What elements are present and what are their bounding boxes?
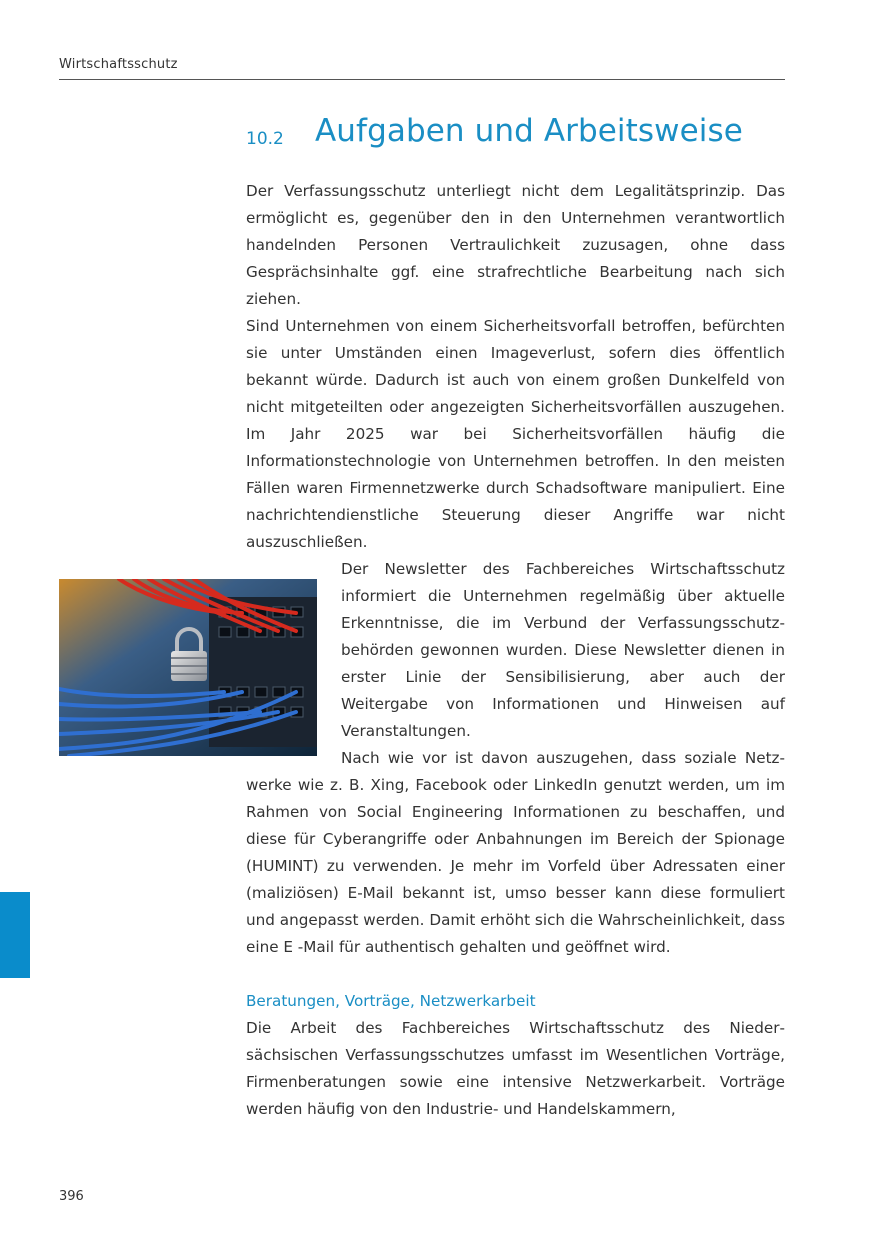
paragraph: Nach wie vor ist davon auszugehen, dass soziale Netzwerke wie z. B. Xing, Facebook oder LinkedIn genutzt werden, um im Rahmen von Social Engineering Informationen zu beschaffen, und diese für Cyberangriffe oder Anbahnungen im Bereich der Spionage (HUMINT) zu verwenden. Je mehr im Vorfeld über Adressaten einer (maliziösen) E-Mail bekannt ist, umso besser kann diese formuliert und angepasst werden. Damit erhöht sich die Wahrscheinlichkeit, dass eine E -Mail für authentisch gehalten und geöffnet wird. bbox=[246, 749, 785, 956]
section-number: 10.2 bbox=[246, 129, 284, 149]
chapter-side-tab bbox=[0, 892, 30, 978]
network-cables-padlock-icon bbox=[59, 579, 317, 756]
page-number: 396 bbox=[59, 1189, 84, 1204]
header-rule bbox=[59, 79, 785, 80]
paragraph: Der Newsletter des Fachbereiches Wirtschaftsschutz informiert die Unternehmen regelmäßig über aktuelle Erkenntnisse, die im Verbund der Verfassungsschutzbehörden gewonnen wurden. Diese Newsletter dienen in erster Linie der Sensibilisierung, aber auch der Weitergabe von Informationen und Hinweisen auf Veranstaltungen. bbox=[341, 560, 785, 740]
paragraph: Die Arbeit des Fachbereiches Wirtschaftsschutz des Niedersächsischen Verfassungsschutzes umfasst im Wesentlichen Vorträge, Firmenberatungen sowie eine intensive Netzwerkarbeit. Vorträge werden häufig von den Industrie- und Handelskammern, bbox=[246, 1019, 785, 1118]
paragraph: Der Verfassungsschutz unterliegt nicht dem Legalitätsprinzip. Das ermöglicht es, gegenüber den in den Unternehmen verantwortlich handelnden Personen Vertraulichkeit zuzusagen, ohne dass Gesprächsinhalte ggf. eine strafrechtliche Bearbeitung nach sich ziehen. bbox=[246, 182, 785, 308]
body-text bbox=[246, 178, 785, 1123]
running-header: Wirtschaftsschutz bbox=[59, 57, 178, 72]
paragraph: Sind Unternehmen von einem Sicherheitsvorfall betroffen, befürchten sie unter Umständen einen Imageverlust, sofern dies öffentlich bekannt würde. Dadurch ist auch von einem großen Dunkelfeld von nicht mitgeteilten oder angezeigten Sicherheitsvorfällen auszugehen. Im Jahr 2025 war bei Sicherheitsvorfällen häufig die Informationstechnologie von Unternehmen betroffen. In den meisten Fällen waren Firmennetzwerke durch Schadsoftware manipuliert. Eine nachrichtendienstliche Steuerung dieser Angriffe war nicht auszuschließen. bbox=[246, 317, 785, 551]
subheading: Beratungen, Vorträge, Netzwerkarbeit bbox=[246, 992, 536, 1010]
network-cables-padlock-image bbox=[59, 579, 317, 756]
section-title: Aufgaben und Arbeitsweise bbox=[315, 113, 743, 149]
